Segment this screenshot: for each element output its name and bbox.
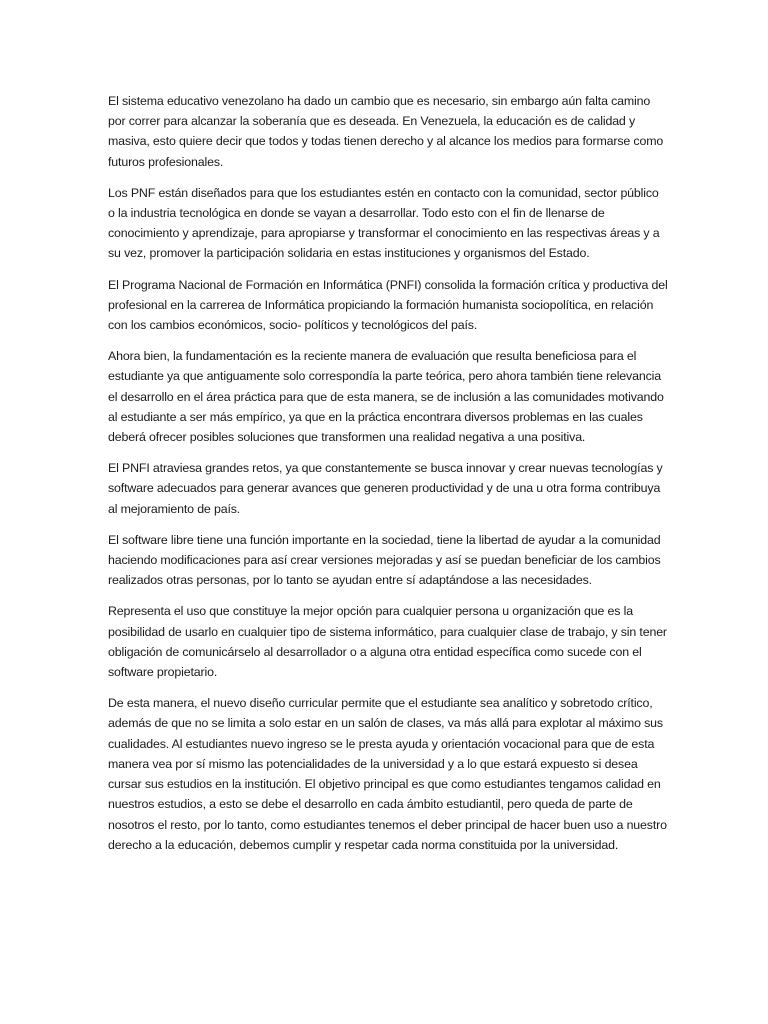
paragraph-4: Ahora bien, la fundamentación es la reciente manera de evaluación que resulta beneficiosa para el estudiante ya que antiguamente solo correspondía la parte teórica, pero ahora también tiene relevancia el desarrollo en el área práctica para que de esta manera, se de inclusión a las comunidades motivando al estudiante a ser más empírico, ya que en la práctica encontrara diversos problemas en las cuales deberá ofrecer posibles soluciones que transformen una realidad negativa a una positiva. <box>108 349 664 445</box>
document-page <box>108 91 668 866</box>
paragraph-7: Representa el uso que constituye la mejor opción para cualquier persona u organización que es la posibilidad de usarlo en cualquier tipo de sistema informático, para cualquier clase de trabajo, y sin tener obligación de comunicárselo al desarrollador o a alguna otra entidad específica como sucede con el software propietario. <box>108 604 667 680</box>
paragraph-6: El software libre tiene una función importante en la sociedad, tiene la libertad de ayudar a la comunidad haciendo modificaciones para así crear versiones mejoradas y así se puedan beneficiar de los cambios realizados otras personas, por lo tanto se ayudan entre sí adaptándose a las necesidades. <box>108 532 661 588</box>
paragraph-3: El Programa Nacional de Formación en Informática (PNFI) consolida la formación crítica y productiva del profesional en la carrerea de Informática propiciando la formación humanista sociopolítica, en relación con los cambios económicos, socio- políticos y tecnológicos del país. <box>108 277 668 333</box>
paragraph-5: El PNFI atraviesa grandes retos, ya que constantemente se busca innovar y crear nuevas tecnologías y software adecuados para generar avances que generen productividad y de una u otra forma contribuya al mejoramiento de país. <box>108 461 663 516</box>
paragraph-2: Los PNF están diseñados para que los estudiantes estén en contacto con la comunidad, sector público o la industria tecnológica en donde se vayan a desarrollar. Todo esto con el fin de llenarse de conocimiento y aprendizaje, para apropiarse y transformar el conocimiento en las respectivas áreas y a su vez, promover la participación solidaria en estas instituciones y organismos del Estado. <box>108 185 660 261</box>
paragraph-8: De esta manera, el nuevo diseño curricular permite que el estudiante sea analítico y sobretodo crítico, además de que no se limita a solo estar en un salón de clases, va más allá para explotar al máximo sus cualidades. Al estudiantes nuevo ingreso se le presta ayuda y orientación vocacional para que de esta manera vea por sí mismo las potencialidades de la universidad y a lo que estará expuesto si desea cursar sus estudios en la institución. El objetivo principal es que como estudiantes tengamos calidad en nuestros estudios, a esto se debe el desarrollo en cada ámbito estudiantil, pero queda de parte de nosotros el resto, por lo tanto, como estudiantes tenemos el deber principal de hacer buen uso a nuestro derecho a la educación, debemos cumplir y respetar cada norma constituida por la universidad. <box>108 696 667 852</box>
paragraph-1: El sistema educativo venezolano ha dado un cambio que es necesario, sin embargo aún falta camino por correr para alcanzar la soberanía que es deseada. En Venezuela, la educación es de calidad y masiva, esto quiere decir que todos y todas tienen derecho y al alcance los medios para formarse como futuros profesionales. <box>108 94 664 169</box>
